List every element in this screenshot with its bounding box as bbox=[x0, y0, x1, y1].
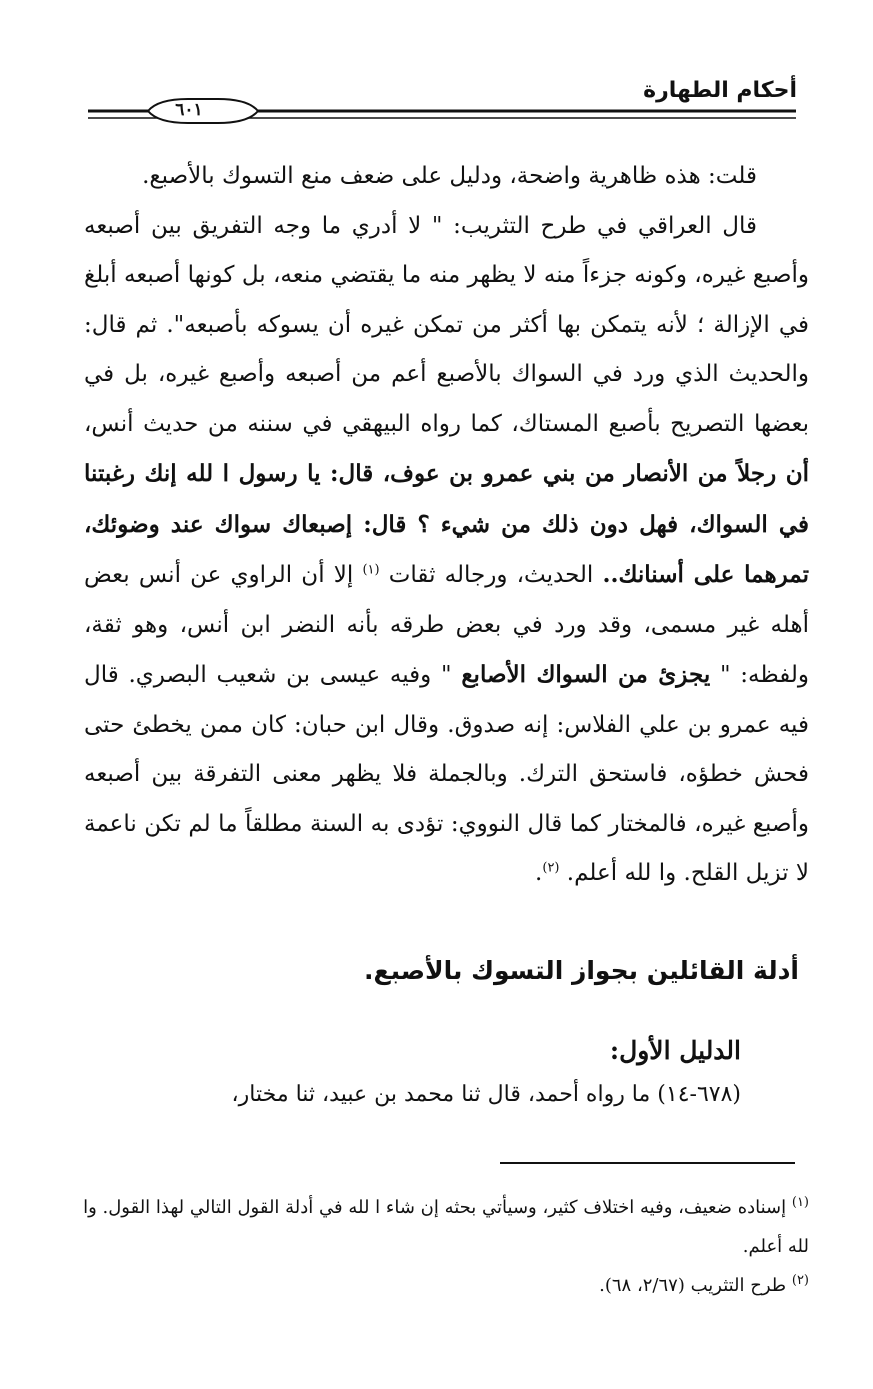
footnotes bbox=[69, 1188, 809, 1305]
text-run: " وفيه عيسى بن شعيب البصري. قال فيه عمرو بن علي الفلاس: إنه صدوق. وقال ابن حبان: كان ممن يخطئ حتى فحش خطؤه، فاستحق الترك. وبالجملة فلا يظهر معنى التفرقة بين أصبعه وأصبع غيره، فالمختار كما قال النووي: تؤدى به السنة مطلقاً ما لم تكن ناعمة لا تزيل القلح. وا لله أعلم. bbox=[84, 662, 809, 886]
main-text bbox=[84, 152, 809, 899]
footnote-text: إسناده ضعيف، وفيه اختلاف كثير، وسيأتي بحثه إن شاء ا لله في أدلة القول التالي لهذا القول. وا لله أعلم. bbox=[83, 1197, 809, 1257]
footnote-marker: (١) bbox=[791, 1195, 809, 1210]
text-run: قال العراقي في طرح التثريب: " لا أدري ما وجه التفريق بين أصبعه وأصبع غيره، وكونه جزءاً منه لا يظهر منه ما يقتضي منعه، بل كونها أصبعه أبلغ في الإزالة ؛ لأنه يتمكن بها أكثر من تمكن غيره أن يسوكه بأصبعه". ثم قال: والحديث الذي ورد في السواك بالأصبع أعم من أصبعه وأصبع غيره، بل في بعضها التصريح بأصبع المستاك، كما رواه البيهقي في سننه من حديث أنس، bbox=[84, 212, 809, 437]
text-run: الحديث، ورجاله ثقات bbox=[379, 562, 603, 588]
footnote-2 bbox=[69, 1266, 809, 1305]
footnote-text: طرح التثريب (٢/٦٧، ٦٨). bbox=[599, 1275, 792, 1296]
text-run: . bbox=[535, 860, 543, 886]
page-number: ٦٠١ bbox=[175, 100, 203, 120]
evidence-heading: الدليل الأول: bbox=[609, 1036, 741, 1065]
footnote-divider bbox=[500, 1162, 795, 1164]
hadith-text: أن رجلاً من الأنصار من بني عمرو بن عوف، قال: يا رسول ا لله إنك رغبتنا في السواك، فهل دون ذلك من شيء ؟ قال: إصبعاك سواك عند وضوئك، تمرهما على أسنانك.. bbox=[84, 460, 809, 588]
narration-line: (٦٧٨-١٤) ما رواه أحمد، قال ثنا محمد بن عبيد، ثنا مختار، bbox=[231, 1082, 741, 1107]
footnote-reference[interactable]: (٢) bbox=[542, 860, 560, 876]
footnote-marker: (٢) bbox=[791, 1273, 809, 1288]
running-title: أحكام الطهارة bbox=[643, 78, 797, 103]
footnote-1 bbox=[69, 1188, 809, 1266]
paragraph bbox=[84, 202, 809, 899]
text-run: إلا أن الراوي عن أنس بعض أهله غير مسمى، وقد ورد في بعض طرقه بأنه النضر ابن أنس، وهو ثقة، ولفظه: " bbox=[84, 562, 809, 688]
section-heading: أدلة القائلين بجواز التسوك بالأصبع. bbox=[364, 956, 799, 985]
footnote-reference[interactable]: (١) bbox=[362, 562, 380, 578]
hadith-text: يجزئ من السواك الأصابع bbox=[461, 661, 711, 688]
paragraph: قلت: هذه ظاهرية واضحة، ودليل على ضعف منع التسوك بالأصبع. bbox=[142, 163, 757, 189]
